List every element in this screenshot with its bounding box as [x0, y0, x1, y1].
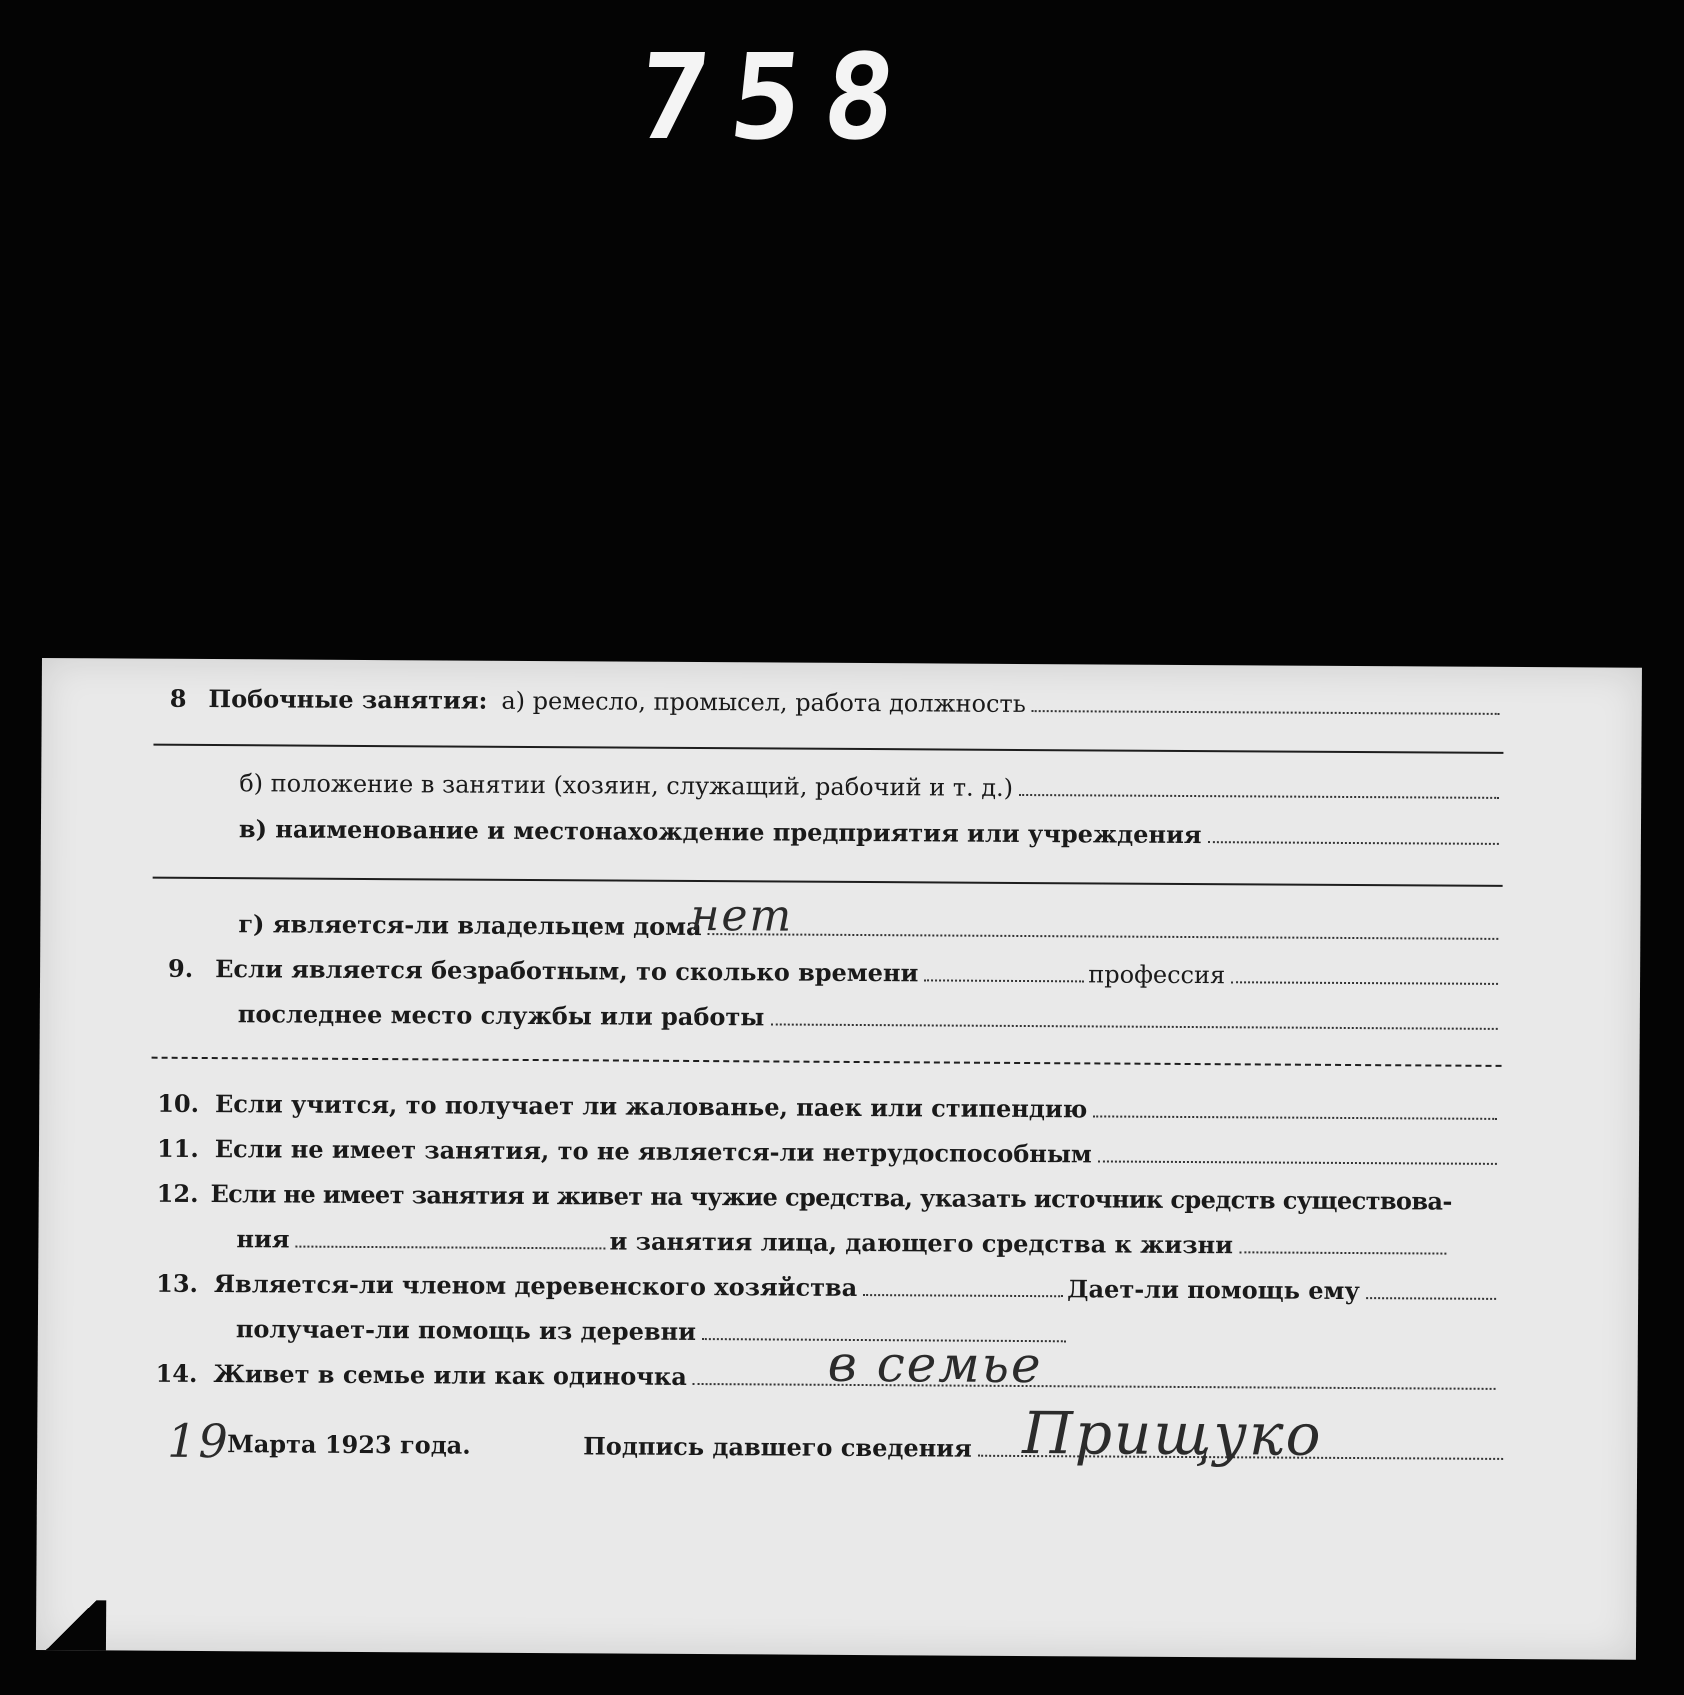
q8-line-v: [239, 814, 1499, 851]
q14-field[interactable]: [693, 1383, 1496, 1390]
q8-v-label: в) наименование и местонахождение предприятия или учреждения: [238, 814, 1202, 850]
q8-g-label: г) является-ли владельцем дома: [238, 909, 702, 942]
q11-line: [157, 1134, 1497, 1171]
q8-v-rule: [153, 877, 1503, 887]
footer-date-text: Марта 1923 года.: [227, 1429, 471, 1460]
q8-line-a: [170, 684, 1500, 721]
q9-line: [168, 954, 1498, 991]
census-card: [36, 658, 1642, 1660]
q9-profession-label: профессия: [1088, 960, 1226, 990]
q8-a-field[interactable]: [1032, 710, 1500, 715]
q10-number: 10.: [157, 1088, 200, 1118]
q13-label: Является-ли членом деревенского хозяйства: [213, 1269, 858, 1302]
q13-line: [156, 1269, 1496, 1306]
q13-help-label: Дает-ли помощь ему: [1067, 1274, 1360, 1306]
q12-label: Если не имеет занятия и живет на чужие средства, указать источник средств существова-: [210, 1179, 1452, 1216]
q8-a-label: а) ремесло, промысел, работа должность: [501, 686, 1026, 719]
q9-rule: [152, 1057, 1502, 1067]
q8-v-field[interactable]: [1208, 841, 1499, 845]
frame-number: 758: [630, 28, 925, 166]
q11-label: Если не имеет занятия, то не является-ли нетрудоспособным: [214, 1134, 1092, 1169]
signature-label: Подпись давшего сведения: [583, 1431, 972, 1463]
q9-line-2: [238, 999, 1498, 1036]
q13-member-field[interactable]: [863, 1294, 1063, 1297]
q8-heading: Побочные занятия:: [208, 684, 488, 715]
q10-line: [157, 1089, 1497, 1126]
footer-date: [227, 1429, 471, 1459]
q11-number: 11.: [156, 1133, 199, 1163]
q9-duration-field[interactable]: [924, 979, 1084, 982]
q13-receives-label: получает-ли помощь из деревни: [235, 1314, 697, 1347]
q9-number: 9.: [168, 953, 194, 983]
q13-number: 13.: [156, 1268, 199, 1298]
q12-cont-b: и занятия лица, дающего средства к жизни: [609, 1226, 1234, 1260]
q12-person-field[interactable]: [1239, 1251, 1447, 1254]
q12-source-field[interactable]: [296, 1246, 606, 1250]
q12-number: 12.: [156, 1178, 199, 1208]
q14-answer: в семье: [827, 1334, 1043, 1395]
q14-line: [156, 1359, 1496, 1396]
q8-line-g: [238, 909, 1498, 946]
card-folded-corner: [36, 1600, 106, 1650]
q9-last-place-label: последнее место службы или работы: [237, 999, 765, 1032]
q9-label: Если является безработным, то сколько времени: [215, 954, 919, 988]
q8-b-field[interactable]: [1019, 794, 1499, 799]
q8-b-label: б) положение в занятии (хозяин, служащий, рабочий и т. д.): [239, 769, 1014, 802]
q13-help-field[interactable]: [1366, 1297, 1496, 1300]
signature: Прищуко: [1022, 1399, 1323, 1469]
q10-field[interactable]: [1093, 1115, 1497, 1119]
footer-day: 19: [167, 1413, 230, 1469]
q14-label: Живет в семье или как одиночка: [213, 1359, 687, 1391]
q11-field[interactable]: [1098, 1160, 1497, 1164]
q8-a-rule: [153, 744, 1503, 754]
q8-line-b: [239, 769, 1499, 805]
q9-profession-field[interactable]: [1231, 981, 1498, 985]
q8-g-field[interactable]: [708, 933, 1499, 940]
q8-number: 8: [169, 683, 187, 713]
q12-cont-a: ния: [236, 1224, 290, 1254]
q12-line-2: [236, 1224, 1446, 1260]
q9-last-place-field[interactable]: [770, 1023, 1497, 1029]
q8-g-answer: нет: [690, 889, 794, 942]
q10-label: Если учится, то получает ли жалованье, паек или стипендию: [214, 1089, 1088, 1124]
q14-number: 14.: [155, 1358, 198, 1388]
q12-line: [157, 1179, 1497, 1216]
